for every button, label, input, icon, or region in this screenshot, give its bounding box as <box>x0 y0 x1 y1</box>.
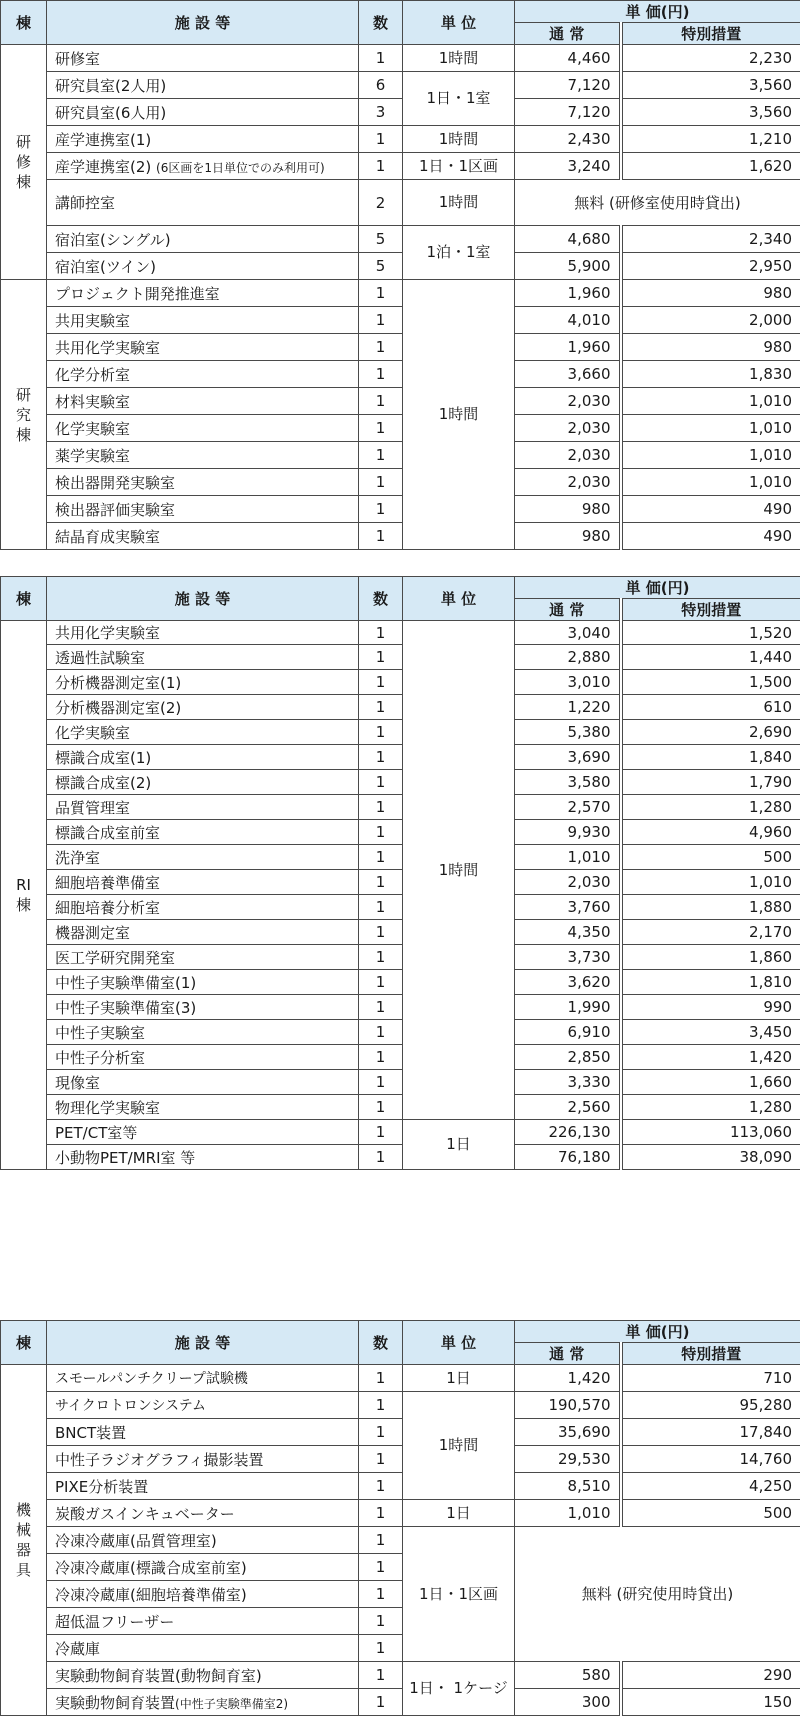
facility-count: 1 <box>359 1392 403 1419</box>
facility-name: 共用実験室 <box>47 307 359 334</box>
facility-name: 宿泊室(ツイン) <box>47 253 359 280</box>
price-special: 1,860 <box>621 945 800 970</box>
facility-note: (6区画を1日単位でのみ利用可) <box>156 160 325 175</box>
facility-count: 1 <box>359 442 403 469</box>
free-note: 無料 (研究使用時貸出) <box>515 1527 800 1662</box>
facility-count: 2 <box>359 180 403 226</box>
price-normal: 2,030 <box>515 388 621 415</box>
facility-name: 実験動物飼育装置(動物飼育室) <box>47 1662 359 1689</box>
facility-name: 洗浄室 <box>47 845 359 870</box>
price-special: 150 <box>621 1689 800 1716</box>
facility-name: 細胞培養準備室 <box>47 870 359 895</box>
price-normal: 2,030 <box>515 415 621 442</box>
price-normal: 3,330 <box>515 1070 621 1095</box>
facility-name: 検出器評価実験室 <box>47 496 359 523</box>
price-special: 2,340 <box>621 226 800 253</box>
price-special: 980 <box>621 280 800 307</box>
facility-unit: 1時間 <box>403 280 515 550</box>
free-note: 無料 (研修室使用時貸出) <box>515 180 800 226</box>
price-normal: 7,120 <box>515 72 621 99</box>
facility-count: 1 <box>359 845 403 870</box>
price-normal: 29,530 <box>515 1446 621 1473</box>
price-normal: 1,960 <box>515 280 621 307</box>
facility-unit: 1時間 <box>403 180 515 226</box>
facility-unit: 1日 <box>403 1120 515 1170</box>
price-normal: 1,990 <box>515 995 621 1020</box>
price-normal: 4,010 <box>515 307 621 334</box>
price-normal: 3,730 <box>515 945 621 970</box>
facility-name: 機器測定室 <box>47 920 359 945</box>
facility-count: 1 <box>359 720 403 745</box>
header-normal: 通 常 <box>515 23 621 45</box>
facility-count: 1 <box>359 469 403 496</box>
facility-name: PIXE分析装置 <box>47 1473 359 1500</box>
facility-name: 中性子実験準備室(1) <box>47 970 359 995</box>
facility-name: 化学分析室 <box>47 361 359 388</box>
facility-name: 標識合成室(1) <box>47 745 359 770</box>
facility-count: 1 <box>359 820 403 845</box>
facility-count: 1 <box>359 415 403 442</box>
header-unit: 単 位 <box>403 1 515 45</box>
facility-unit: 1泊・1室 <box>403 226 515 280</box>
building-label: 研修棟 <box>1 45 47 280</box>
price-special: 1,280 <box>621 795 800 820</box>
price-normal: 1,220 <box>515 695 621 720</box>
price-normal: 1,960 <box>515 334 621 361</box>
facility-name: 細胞培養分析室 <box>47 895 359 920</box>
facility-count: 1 <box>359 1608 403 1635</box>
price-normal: 1,010 <box>515 845 621 870</box>
header-price: 単 価(円) <box>515 577 800 599</box>
facility-name: 冷凍冷蔵庫(品質管理室) <box>47 1527 359 1554</box>
price-normal: 5,900 <box>515 253 621 280</box>
facility-unit: 1日・1区画 <box>403 1527 515 1662</box>
price-normal: 3,580 <box>515 770 621 795</box>
facility-count: 1 <box>359 1554 403 1581</box>
header-special: 特別措置 <box>621 1343 800 1365</box>
price-special: 1,520 <box>621 621 800 645</box>
price-special: 2,170 <box>621 920 800 945</box>
header-count: 数 <box>359 1 403 45</box>
facility-name: 宿泊室(シングル) <box>47 226 359 253</box>
facility-count: 1 <box>359 1020 403 1045</box>
facility-count: 5 <box>359 253 403 280</box>
price-normal: 300 <box>515 1689 621 1716</box>
facility-count: 1 <box>359 388 403 415</box>
price-special: 1,280 <box>621 1095 800 1120</box>
facility-name: 研修室 <box>47 45 359 72</box>
price-special: 38,090 <box>621 1145 800 1170</box>
price-normal: 980 <box>515 496 621 523</box>
facility-count: 1 <box>359 1365 403 1392</box>
facility-name: 中性子分析室 <box>47 1045 359 1070</box>
price-normal: 4,350 <box>515 920 621 945</box>
facility-count: 1 <box>359 1527 403 1554</box>
price-special: 1,010 <box>621 388 800 415</box>
header-building: 棟 <box>1 1 47 45</box>
facility-count: 1 <box>359 1473 403 1500</box>
building-label: 機械器具 <box>1 1365 47 1716</box>
facility-name: スモールパンチクリープ試験機 <box>47 1365 359 1392</box>
price-normal: 9,930 <box>515 820 621 845</box>
facility-name: 産学連携室(1) <box>47 126 359 153</box>
facility-name: PET/CT室等 <box>47 1120 359 1145</box>
facility-count: 1 <box>359 920 403 945</box>
facility-count: 3 <box>359 99 403 126</box>
price-special: 14,760 <box>621 1446 800 1473</box>
facility-count: 1 <box>359 1662 403 1689</box>
facility-name: 研究員室(6人用) <box>47 99 359 126</box>
price-normal: 2,030 <box>515 442 621 469</box>
price-normal: 2,030 <box>515 469 621 496</box>
facility-name: 標識合成室前室 <box>47 820 359 845</box>
facility-count: 1 <box>359 621 403 645</box>
price-special: 1,010 <box>621 415 800 442</box>
price-special: 500 <box>621 1500 800 1527</box>
facility-name: 炭酸ガスインキュベーター <box>47 1500 359 1527</box>
price-normal: 3,240 <box>515 153 621 180</box>
price-normal: 6,910 <box>515 1020 621 1045</box>
price-special: 1,830 <box>621 361 800 388</box>
facility-count: 1 <box>359 1500 403 1527</box>
price-special: 990 <box>621 995 800 1020</box>
facility-unit: 1日・1区画 <box>403 153 515 180</box>
header-count: 数 <box>359 1321 403 1365</box>
facility-count: 1 <box>359 995 403 1020</box>
facility-name: 現像室 <box>47 1070 359 1095</box>
facility-unit: 1日・ 1ケージ <box>403 1662 515 1716</box>
facility-count: 1 <box>359 1419 403 1446</box>
facility-unit: 1日 <box>403 1365 515 1392</box>
price-special: 113,060 <box>621 1120 800 1145</box>
facility-count: 1 <box>359 870 403 895</box>
facility-count: 1 <box>359 1581 403 1608</box>
header-facility: 施 設 等 <box>47 1321 359 1365</box>
price-normal: 76,180 <box>515 1145 621 1170</box>
facility-count: 1 <box>359 1120 403 1145</box>
facility-count: 1 <box>359 895 403 920</box>
facility-name: 化学実験室 <box>47 415 359 442</box>
price-normal: 2,850 <box>515 1045 621 1070</box>
facility-count: 5 <box>359 226 403 253</box>
price-normal: 3,760 <box>515 895 621 920</box>
price-normal: 3,010 <box>515 670 621 695</box>
price-special: 490 <box>621 523 800 550</box>
facility-count: 1 <box>359 945 403 970</box>
facility-name: 共用化学実験室 <box>47 621 359 645</box>
facility-unit: 1日・1室 <box>403 72 515 126</box>
price-normal: 2,570 <box>515 795 621 820</box>
facility-name: 化学実験室 <box>47 720 359 745</box>
facility-unit: 1時間 <box>403 126 515 153</box>
facility-count: 1 <box>359 970 403 995</box>
header-facility: 施 設 等 <box>47 577 359 621</box>
facility-name: 標識合成室(2) <box>47 770 359 795</box>
facility-name: 冷凍冷蔵庫(細胞培養準備室) <box>47 1581 359 1608</box>
price-special: 4,250 <box>621 1473 800 1500</box>
header-unit: 単 位 <box>403 577 515 621</box>
fee-table-training-research <box>0 0 800 550</box>
facility-name: 材料実験室 <box>47 388 359 415</box>
price-special: 4,960 <box>621 820 800 845</box>
facility-count: 1 <box>359 153 403 180</box>
price-normal: 980 <box>515 523 621 550</box>
price-special: 1,210 <box>621 126 800 153</box>
price-normal: 226,130 <box>515 1120 621 1145</box>
price-special: 2,950 <box>621 253 800 280</box>
facility-count: 1 <box>359 1689 403 1716</box>
facility-count: 1 <box>359 496 403 523</box>
facility-name: 結晶育成実験室 <box>47 523 359 550</box>
facility-count: 1 <box>359 1635 403 1662</box>
price-normal: 5,380 <box>515 720 621 745</box>
header-price: 単 価(円) <box>515 1 800 23</box>
facility-name: 講師控室 <box>47 180 359 226</box>
facility-name: 薬学実験室 <box>47 442 359 469</box>
fee-table-ri-building <box>0 576 800 1170</box>
facility-count: 1 <box>359 1145 403 1170</box>
facility-count: 1 <box>359 45 403 72</box>
price-special: 3,560 <box>621 72 800 99</box>
price-special: 710 <box>621 1365 800 1392</box>
facility-name: 超低温フリーザー <box>47 1608 359 1635</box>
header-count: 数 <box>359 577 403 621</box>
facility-name: 分析機器測定室(1) <box>47 670 359 695</box>
price-special: 17,840 <box>621 1419 800 1446</box>
price-normal: 1,420 <box>515 1365 621 1392</box>
price-normal: 3,040 <box>515 621 621 645</box>
price-normal: 4,460 <box>515 45 621 72</box>
price-normal: 2,880 <box>515 645 621 670</box>
price-special: 2,230 <box>621 45 800 72</box>
facility-name: 物理化学実験室 <box>47 1095 359 1120</box>
price-normal: 1,010 <box>515 1500 621 1527</box>
building-label: RI棟 <box>1 621 47 1170</box>
facility-count: 1 <box>359 126 403 153</box>
header-facility: 施 設 等 <box>47 1 359 45</box>
price-normal: 3,620 <box>515 970 621 995</box>
building-label: 研究棟 <box>1 280 47 550</box>
facility-name: プロジェクト開発推進室 <box>47 280 359 307</box>
price-normal: 2,560 <box>515 1095 621 1120</box>
facility-unit: 1時間 <box>403 45 515 72</box>
facility-unit: 1時間 <box>403 621 515 1120</box>
header-building: 棟 <box>1 577 47 621</box>
facility-name: 産学連携室(2) (6区画を1日単位でのみ利用可) <box>47 153 359 180</box>
price-normal: 7,120 <box>515 99 621 126</box>
facility-count: 1 <box>359 645 403 670</box>
price-special: 1,010 <box>621 870 800 895</box>
facility-count: 1 <box>359 1045 403 1070</box>
facility-name: 検出器開発実験室 <box>47 469 359 496</box>
facility-name: 品質管理室 <box>47 795 359 820</box>
facility-name: 共用化学実験室 <box>47 334 359 361</box>
price-special: 1,500 <box>621 670 800 695</box>
facility-name: 中性子ラジオグラフィ撮影装置 <box>47 1446 359 1473</box>
price-special: 3,450 <box>621 1020 800 1045</box>
price-special: 490 <box>621 496 800 523</box>
header-price: 単 価(円) <box>515 1321 800 1343</box>
price-normal: 35,690 <box>515 1419 621 1446</box>
facility-unit: 1日 <box>403 1500 515 1527</box>
price-normal: 8,510 <box>515 1473 621 1500</box>
price-special: 1,840 <box>621 745 800 770</box>
facility-name: 小動物PET/MRI室 等 <box>47 1145 359 1170</box>
facility-count: 1 <box>359 795 403 820</box>
facility-name: 医工学研究開発室 <box>47 945 359 970</box>
price-special: 290 <box>621 1662 800 1689</box>
price-special: 1,420 <box>621 1045 800 1070</box>
facility-unit: 1時間 <box>403 1392 515 1500</box>
facility-count: 1 <box>359 280 403 307</box>
price-normal: 2,030 <box>515 870 621 895</box>
facility-name: 中性子実験準備室(3) <box>47 995 359 1020</box>
facility-count: 1 <box>359 361 403 388</box>
price-special: 1,620 <box>621 153 800 180</box>
facility-count: 1 <box>359 670 403 695</box>
price-special: 3,560 <box>621 99 800 126</box>
price-special: 1,010 <box>621 442 800 469</box>
facility-name: 冷蔵庫 <box>47 1635 359 1662</box>
facility-note: (中性子実験準備室2) <box>175 1696 289 1711</box>
facility-name: 透過性試験室 <box>47 645 359 670</box>
price-normal: 580 <box>515 1662 621 1689</box>
price-normal: 2,430 <box>515 126 621 153</box>
facility-name: 分析機器測定室(2) <box>47 695 359 720</box>
price-normal: 3,690 <box>515 745 621 770</box>
facility-count: 1 <box>359 745 403 770</box>
header-building: 棟 <box>1 1321 47 1365</box>
price-special: 610 <box>621 695 800 720</box>
price-special: 500 <box>621 845 800 870</box>
facility-name: サイクロトロンシステム <box>47 1392 359 1419</box>
price-special: 2,000 <box>621 307 800 334</box>
facility-name: 実験動物飼育装置(中性子実験準備室2) <box>47 1689 359 1716</box>
header-special: 特別措置 <box>621 599 800 621</box>
price-special: 1,880 <box>621 895 800 920</box>
header-normal: 通 常 <box>515 599 621 621</box>
facility-count: 1 <box>359 334 403 361</box>
price-normal: 3,660 <box>515 361 621 388</box>
price-special: 1,810 <box>621 970 800 995</box>
fee-table-equipment <box>0 1320 800 1716</box>
facility-count: 1 <box>359 523 403 550</box>
facility-count: 1 <box>359 1446 403 1473</box>
header-normal: 通 常 <box>515 1343 621 1365</box>
facility-count: 6 <box>359 72 403 99</box>
facility-name: 中性子実験室 <box>47 1020 359 1045</box>
header-unit: 単 位 <box>403 1321 515 1365</box>
facility-name: BNCT装置 <box>47 1419 359 1446</box>
facility-count: 1 <box>359 770 403 795</box>
price-normal: 4,680 <box>515 226 621 253</box>
price-special: 1,010 <box>621 469 800 496</box>
facility-count: 1 <box>359 307 403 334</box>
price-special: 1,790 <box>621 770 800 795</box>
price-special: 2,690 <box>621 720 800 745</box>
facility-count: 1 <box>359 1070 403 1095</box>
price-special: 980 <box>621 334 800 361</box>
price-special: 1,660 <box>621 1070 800 1095</box>
price-special: 95,280 <box>621 1392 800 1419</box>
facility-name: 冷凍冷蔵庫(標識合成室前室) <box>47 1554 359 1581</box>
facility-count: 1 <box>359 1095 403 1120</box>
price-special: 1,440 <box>621 645 800 670</box>
facility-name: 研究員室(2人用) <box>47 72 359 99</box>
facility-count: 1 <box>359 695 403 720</box>
header-special: 特別措置 <box>621 23 800 45</box>
price-normal: 190,570 <box>515 1392 621 1419</box>
